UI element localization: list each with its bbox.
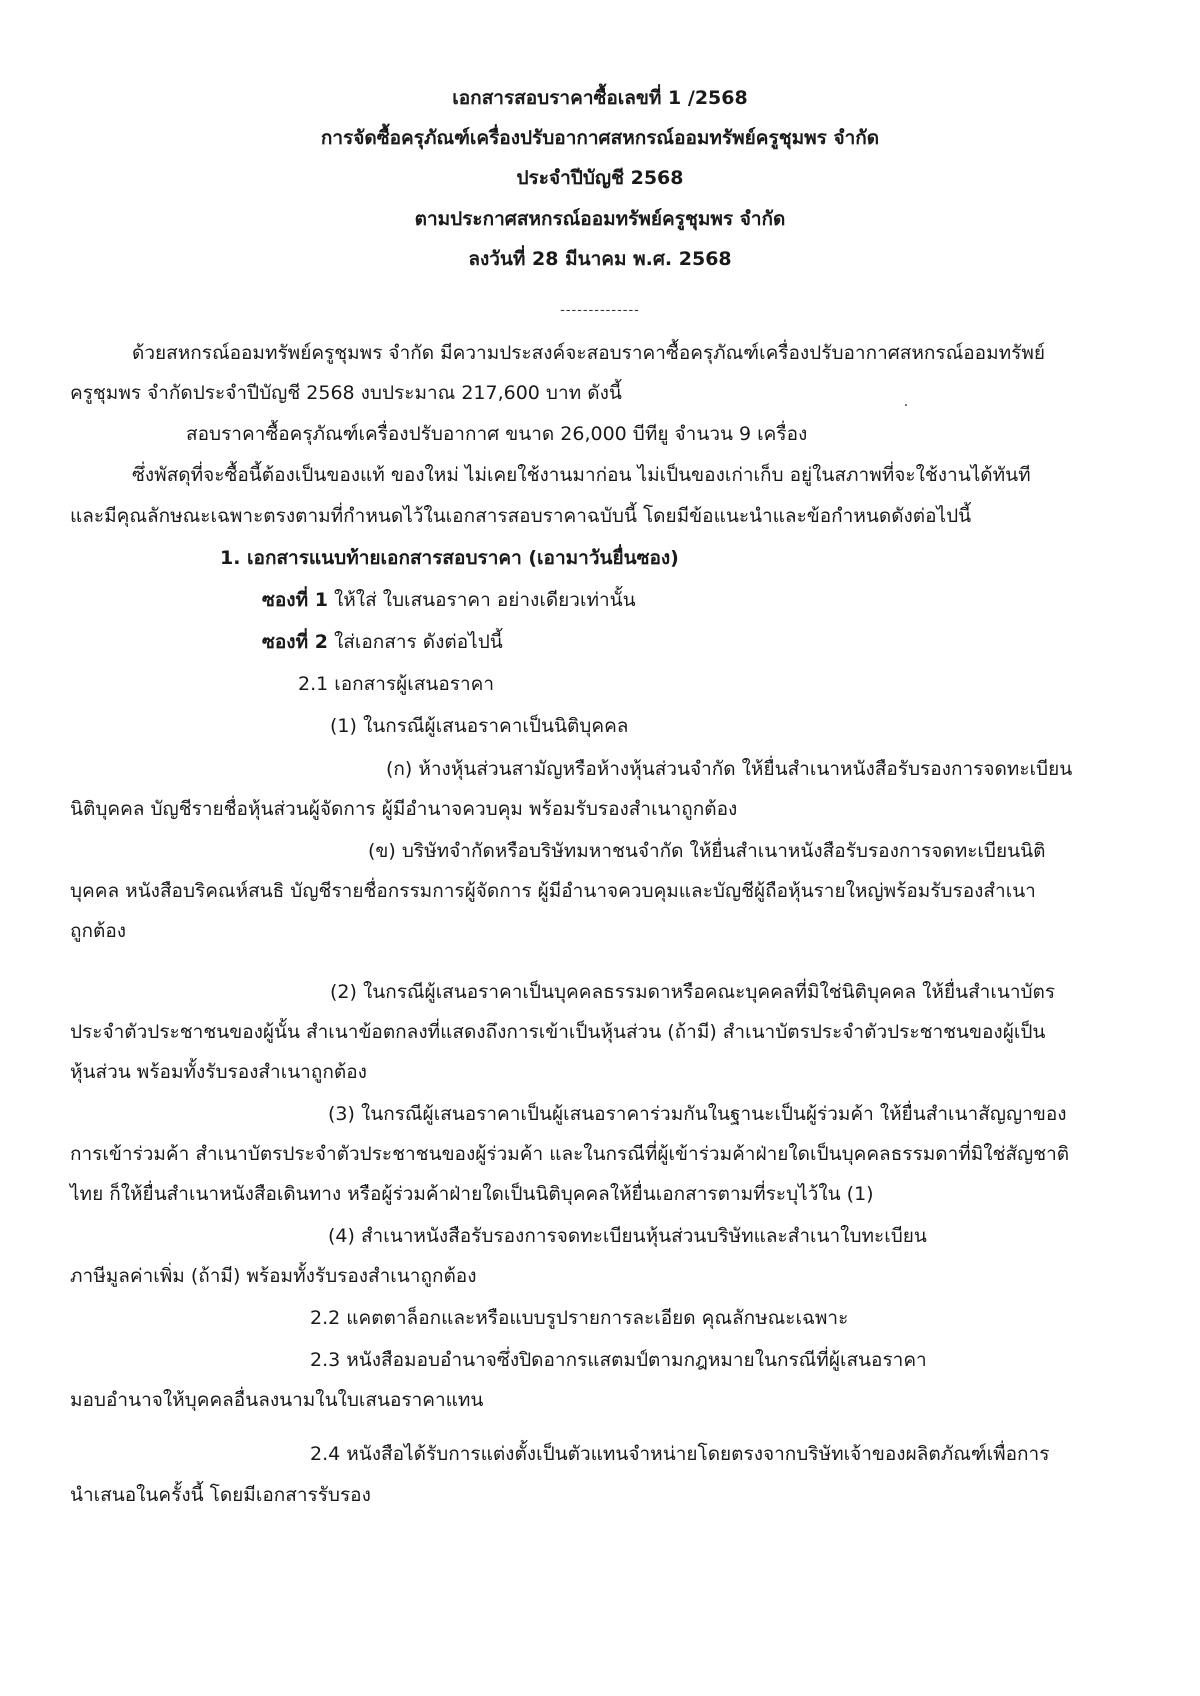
fiscal-year-heading: ประจำปีบัญชี 2568 [516,167,684,189]
envelope-1-text: ให้ใส่ ใบเสนอราคา อย่างเดียวเท่านั้น [327,589,636,611]
envelope-1-line [262,586,636,614]
item-ka-line-2: นิติบุคคล บัญชีรายชื่อหุ้นส่วนผู้จัดการ ผู้มีอำนาจควบคุม พร้อมรับรองสำเนาถูกต้อง [70,798,738,820]
item-2-1-2-line-1: (2) ในกรณีผู้เสนอราคาเป็นบุคคลธรรมดาหรือคณะบุคคลที่มิใช่นิติบุคคล ให้ยื่นสำเนาบัตร [330,981,1056,1003]
envelope-2-label: ซองที่ 2 [262,631,328,653]
item-2-4-line-1: 2.4 หนังสือได้รับการแต่งตั้งเป็นตัวแทนจำหน่ายโดยตรงจากบริษัทเจ้าของผลิตภัณฑ์เพื่อการ [310,1443,1050,1465]
envelope-2-text: ใส่เอกสาร ดังต่อไปนี้ [327,631,503,653]
item-2-4-line-2: นำเสนอในครั้งนี้ โดยมีเอกสารรับรอง [70,1484,371,1506]
item-2-2: 2.2 แคตตาล็อกและหรือแบบรูปรายการละเอียด คุณลักษณะเฉพาะ [310,1307,849,1329]
item-2-1: 2.1 เอกสารผู้เสนอราคา [298,673,495,695]
item-2-1-4-line-1: (4) สำเนาหนังสือรับรองการจดทะเบียนหุ้นส่วนบริษัทและสำเนาใบทะเบียน [328,1225,927,1247]
intro-line-3: สอบราคาซื้อครุภัณฑ์เครื่องปรับอากาศ ขนาด 26,000 บีทียู จำนวน 9 เครื่อง [186,423,808,445]
intro-line-4: ซึ่งพัสดุที่จะซื้อนี้ต้องเป็นของแท้ ของใหม่ ไม่เคยใช้งานมาก่อน ไม่เป็นของเก่าเก็บ อยู่ในสภาพที่จะใช้งานได้ทันที [132,464,1031,486]
header-divider: -------------- [560,303,640,318]
envelope-1-label: ซองที่ 1 [262,589,328,611]
item-2-1-4-line-2: ภาษีมูลค่าเพิ่ม (ถ้ามี) พร้อมทั้งรับรองสำเนาถูกต้อง [70,1265,477,1287]
item-2-1-3-line-3: ไทย ก็ให้ยื่นสำเนาหนังสือเดินทาง หรือผู้ร่วมค้าฝ่ายใดเป็นนิติบุคคลให้ยื่นเอกสารตามที่ระบุไว้ใน (1) [70,1183,874,1205]
item-2-1-3-line-1: (3) ในกรณีผู้เสนอราคาเป็นผู้เสนอราคาร่วมกันในฐานะเป็นผู้ร่วมค้า ให้ยื่นสำเนาสัญญาของ [328,1103,1067,1125]
item-2-1-3-line-2: การเข้าร่วมค้า สำเนาบัตรประจำตัวประชาชนของผู้ร่วมค้า และในกรณีที่ผู้เข้าร่วมค้าฝ่ายใดเป็นบุคคลธรรมดาที่มิใช่สัญชาติ [70,1143,1070,1165]
item-kho-line-2: บุคคล หนังสือบริคณห์สนธิ บัญชีรายชื่อกรรมการผู้จัดการ ผู้มีอำนาจควบคุมและบัญชีผู้ถือหุ้นรายใหญ่พร้อมรับรองสำเนา [70,880,1036,902]
item-2-3-line-1: 2.3 หนังสือมอบอำนาจซึ่งปิดอากรแสตมป์ตามกฎหมายในกรณีที่ผู้เสนอราคา [310,1349,927,1371]
doc-subject-heading: การจัดซื้อครุภัณฑ์เครื่องปรับอากาศสหกรณ์ออมทรัพย์ครูชุมพร จำกัด [320,127,880,149]
intro-line-5: และมีคุณลักษณะเฉพาะตรงตามที่กำหนดไว้ในเอกสารสอบราคาฉบับนี้ โดยมีข้อแนะนำและข้อกำหนดดังต่อไปนี้ [70,505,972,527]
item-kho-line-1: (ข) บริษัทจำกัดหรือบริษัทมหาชนจำกัด ให้ยื่นสำเนาหนังสือรับรองการจดทะเบียนนิติ [368,840,1046,862]
item-ka-line-1: (ก) ห้างหุ้นส่วนสามัญหรือห้างหุ้นส่วนจำกัด ให้ยื่นสำเนาหนังสือรับรองการจดทะเบียน [386,758,1073,780]
announcement-heading: ตามประกาศสหกรณ์ออมทรัพย์ครูชุมพร จำกัด [414,208,786,230]
item-2-1-2-line-2: ประจำตัวประชาชนของผู้นั้น สำเนาข้อตกลงที่แสดงถึงการเข้าเป็นหุ้นส่วน (ถ้ามี) สำเนาบัตรประจำตัวประชาชนของผู้เป็น [70,1021,1046,1043]
item-2-3-line-2: มอบอำนาจให้บุคคลอื่นลงนามในใบเสนอราคาแทน [70,1389,484,1411]
stray-dot [905,404,907,406]
intro-line-2: ครูชุมพร จำกัดประจำปีบัญชี 2568 งบประมาณ 217,600 บาท ดังนี้ [70,382,622,404]
item-2-1-1: (1) ในกรณีผู้เสนอราคาเป็นนิติบุคคล [330,715,629,737]
intro-line-1: ด้วยสหกรณ์ออมทรัพย์ครูชุมพร จำกัด มีความประสงค์จะสอบราคาซื้อครุภัณฑ์เครื่องปรับอากาศสหกรณ์ออมทรัพย์ [132,342,1046,364]
doc-number-heading: เอกสารสอบราคาซื้อเลขที่ 1 /2568 [452,87,748,109]
item-2-1-2-line-3: หุ้นส่วน พร้อมทั้งรับรองสำเนาถูกต้อง [70,1061,367,1083]
item-kho-line-3: ถูกต้อง [70,920,127,942]
date-heading: ลงวันที่ 28 มีนาคม พ.ศ. 2568 [468,248,732,270]
envelope-2-line [262,628,503,656]
section-1-heading: 1. เอกสารแนบท้ายเอกสารสอบราคา (เอามาวันยื่นซอง) [220,547,679,569]
